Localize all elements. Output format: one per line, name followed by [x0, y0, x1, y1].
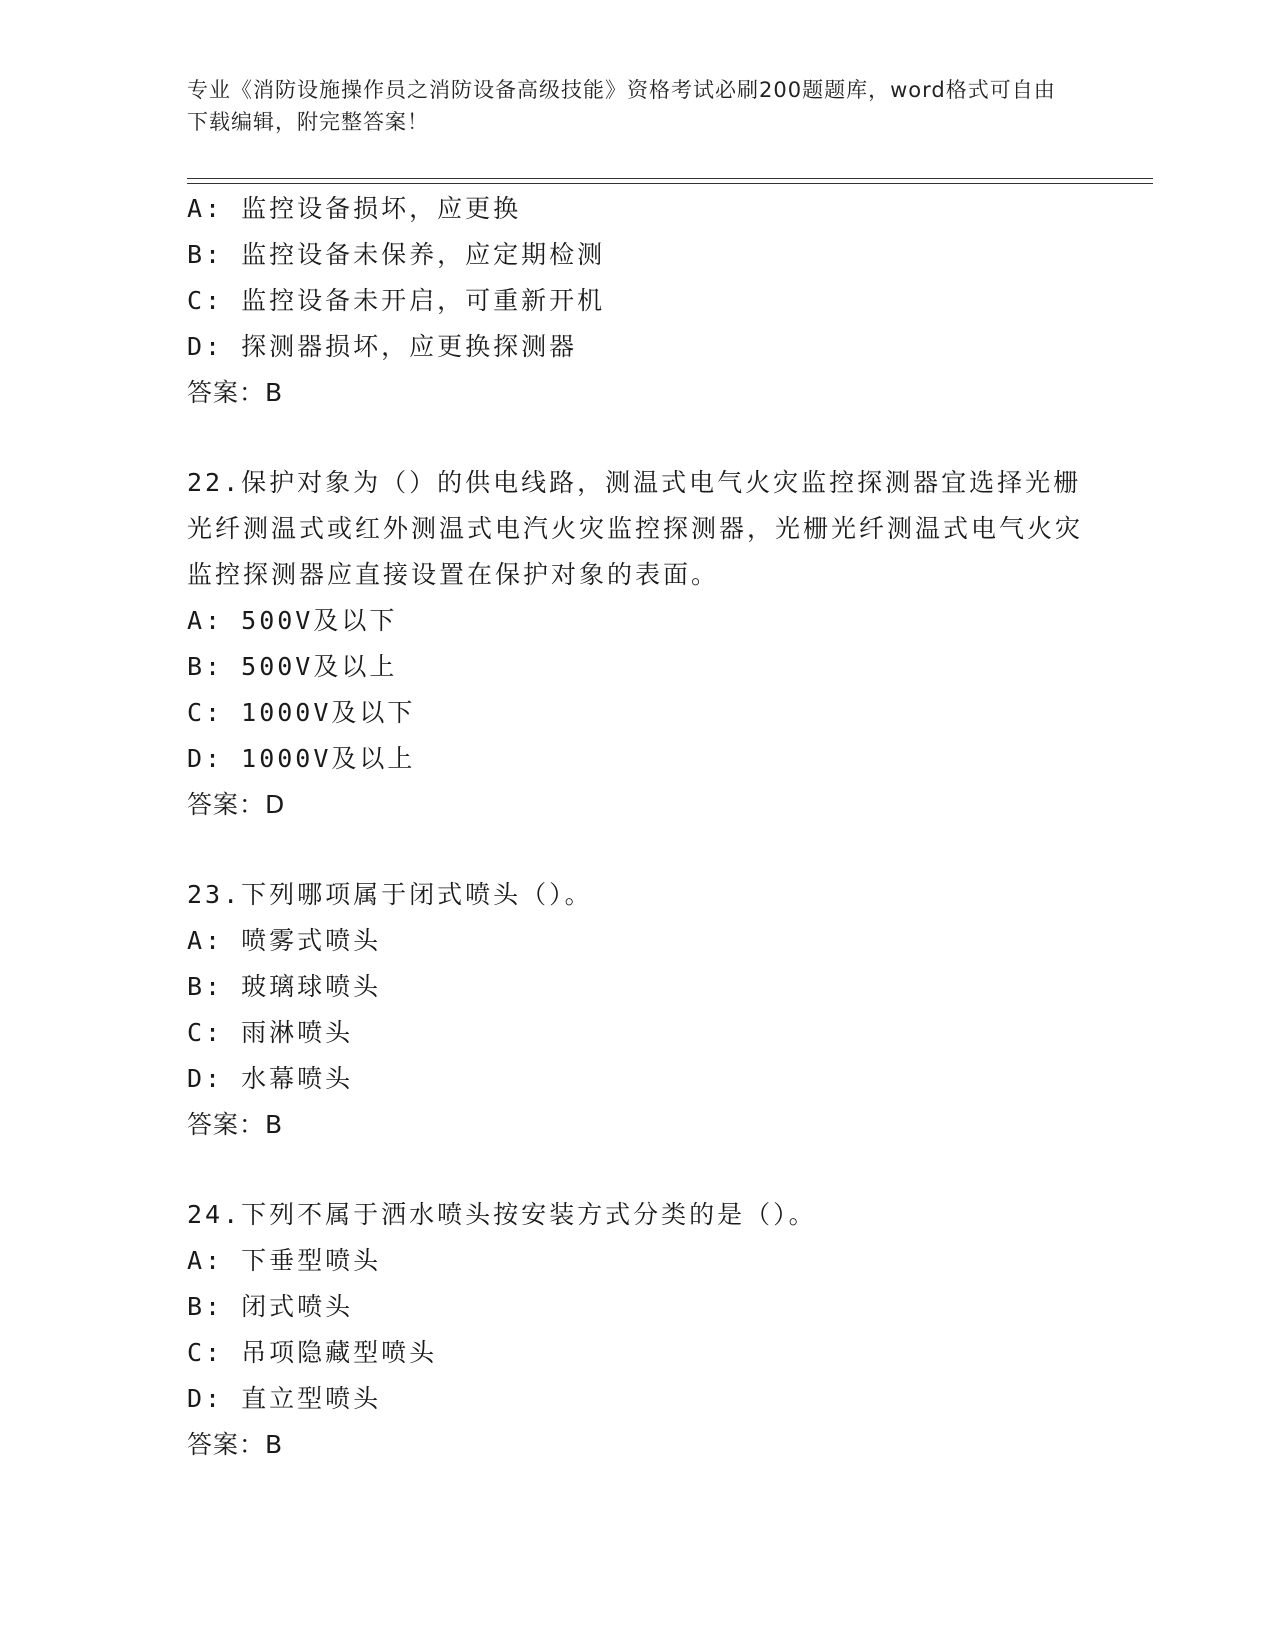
option-a: A: 500V及以下 — [187, 606, 398, 635]
question-22 — [187, 460, 1087, 828]
option-d: D: 直立型喷头 — [187, 1384, 382, 1413]
option-b: B: 监控设备未保养，应定期检测 — [187, 240, 606, 269]
option-a: A: 监控设备损坏，应更换 — [187, 194, 522, 223]
question-23 — [187, 872, 1087, 1148]
answer: 答案：B — [187, 378, 284, 407]
document-header: 专业《消防设施操作员之消防设备高级技能》资格考试必刷200题题库，word格式可自由下载编辑，附完整答案！ — [187, 78, 1056, 134]
option-d: D: 水幕喷头 — [187, 1064, 354, 1093]
question-24 — [187, 1192, 1087, 1468]
option-b: B: 500V及以上 — [187, 652, 398, 681]
answer: 答案：D — [187, 790, 286, 819]
option-a: A: 下垂型喷头 — [187, 1246, 382, 1275]
option-a: A: 喷雾式喷头 — [187, 926, 382, 955]
question-text: 24.下列不属于洒水喷头按安装方式分类的是（）。 — [187, 1200, 817, 1229]
answer: 答案：B — [187, 1110, 284, 1139]
answer: 答案：B — [187, 1430, 284, 1459]
option-c: C: 雨淋喷头 — [187, 1018, 354, 1047]
question-list — [187, 186, 1087, 1468]
option-c: C: 吊项隐藏型喷头 — [187, 1338, 438, 1367]
option-c: C: 1000V及以下 — [187, 698, 416, 727]
question-21 — [187, 186, 1087, 416]
header-divider-top — [187, 178, 1153, 179]
question-text: 22.保护对象为（）的供电线路，测温式电气火灾监控探测器宜选择光栅光纤测温式或红外测温式电汽火灾监控探测器，光栅光纤测温式电气火灾监控探测器应直接设置在保护对象的表面。 — [187, 468, 1084, 589]
option-d: D: 1000V及以上 — [187, 744, 416, 773]
option-b: B: 闭式喷头 — [187, 1292, 354, 1321]
header-divider-bottom — [187, 183, 1153, 184]
question-text: 23.下列哪项属于闭式喷头（）。 — [187, 880, 593, 909]
option-b: B: 玻璃球喷头 — [187, 972, 382, 1001]
option-d: D: 探测器损坏，应更换探测器 — [187, 332, 578, 361]
option-c: C: 监控设备未开启，可重新开机 — [187, 286, 606, 315]
